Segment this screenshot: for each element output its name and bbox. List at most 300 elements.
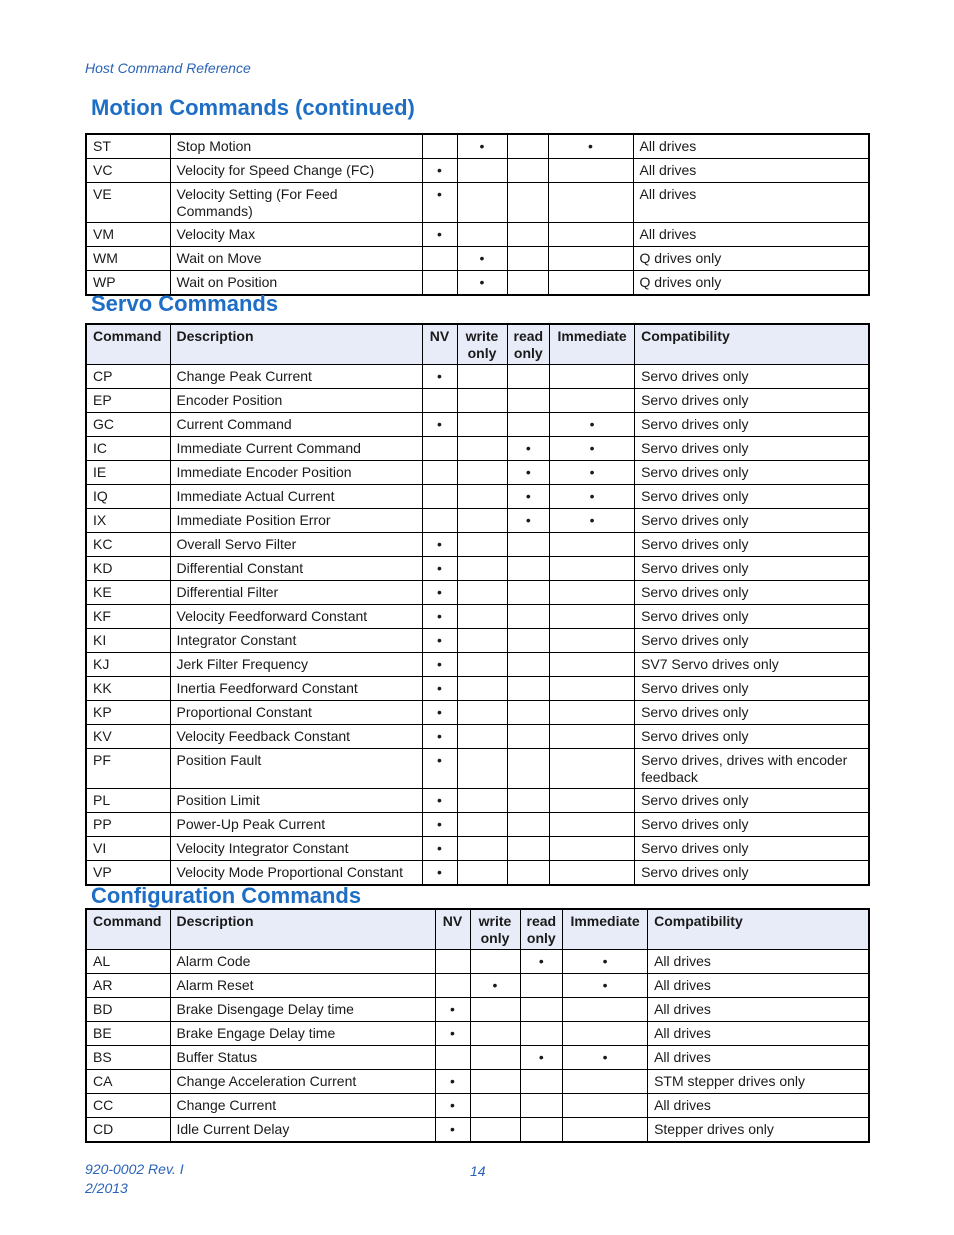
cell-read-only <box>507 677 550 701</box>
cell-immediate: • <box>550 413 635 437</box>
col-header-command: Command <box>86 324 170 365</box>
cell-immediate: • <box>550 461 635 485</box>
table-row <box>86 413 869 437</box>
cell-immediate: • <box>550 437 635 461</box>
cell-description: Current Command <box>170 413 422 437</box>
cell-write-only <box>457 365 507 389</box>
cell-immediate <box>550 749 635 789</box>
footer-doc-number: 920-0002 Rev. I <box>85 1161 184 1177</box>
table-row <box>86 837 869 861</box>
cell-immediate <box>550 605 635 629</box>
cell-read-only: • <box>507 437 550 461</box>
cell-compatibility: Servo drives only <box>635 677 869 701</box>
table-header-row <box>86 909 869 950</box>
cell-read-only <box>507 581 550 605</box>
cell-immediate: • <box>563 1046 648 1070</box>
cell-nv <box>422 271 457 296</box>
cell-write-only: • <box>470 974 520 998</box>
page-number: 14 <box>470 1163 486 1179</box>
cell-nv: • <box>422 701 457 725</box>
table-row <box>86 533 869 557</box>
cell-command: BD <box>86 998 170 1022</box>
table-row <box>86 461 869 485</box>
cell-description: Velocity Feedback Constant <box>170 725 422 749</box>
cell-write-only <box>470 1118 520 1143</box>
cell-command: VC <box>86 159 170 183</box>
servo-commands-table <box>85 323 870 886</box>
cell-immediate <box>550 389 635 413</box>
cell-read-only <box>507 557 550 581</box>
cell-description: Integrator Constant <box>170 629 422 653</box>
cell-description: Velocity Max <box>170 223 422 247</box>
col-header-read-only: read only <box>507 324 550 365</box>
cell-description: Alarm Code <box>170 950 435 974</box>
cell-description: Stop Motion <box>170 134 422 159</box>
cell-description: Velocity Feedforward Constant <box>170 605 422 629</box>
cell-write-only <box>470 998 520 1022</box>
cell-compatibility: All drives <box>648 1022 869 1046</box>
cell-write-only <box>457 485 507 509</box>
cell-write-only <box>457 389 507 413</box>
cell-read-only <box>520 998 563 1022</box>
cell-nv: • <box>422 413 457 437</box>
cell-write-only <box>457 509 507 533</box>
cell-command: BS <box>86 1046 170 1070</box>
cell-compatibility: All drives <box>648 1094 869 1118</box>
cell-immediate: • <box>563 950 648 974</box>
cell-command: IQ <box>86 485 170 509</box>
cell-description: Wait on Move <box>170 247 422 271</box>
cell-nv: • <box>435 1070 470 1094</box>
cell-write-only <box>457 629 507 653</box>
cell-description: Position Limit <box>170 789 422 813</box>
cell-read-only: • <box>507 461 550 485</box>
cell-write-only <box>470 950 520 974</box>
cell-immediate <box>550 365 635 389</box>
cell-read-only <box>507 629 550 653</box>
col-header-immediate: Immediate <box>563 909 648 950</box>
motion-commands-table <box>85 133 870 296</box>
cell-description: Brake Disengage Delay time <box>170 998 435 1022</box>
cell-immediate <box>548 159 633 183</box>
cell-read-only <box>507 389 550 413</box>
cell-write-only <box>457 677 507 701</box>
cell-command: KJ <box>86 653 170 677</box>
cell-compatibility: Servo drives only <box>635 389 869 413</box>
cell-description: Velocity Mode Proportional Constant <box>170 861 422 886</box>
cell-write-only <box>470 1046 520 1070</box>
table-row <box>86 998 869 1022</box>
cell-nv: • <box>422 557 457 581</box>
table-row <box>86 134 869 159</box>
cell-description: Change Current <box>170 1094 435 1118</box>
cell-nv <box>422 437 457 461</box>
cell-nv: • <box>422 533 457 557</box>
table-row <box>86 581 869 605</box>
cell-read-only <box>507 365 550 389</box>
cell-read-only <box>507 725 550 749</box>
cell-description: Change Peak Current <box>170 365 422 389</box>
cell-compatibility: All drives <box>633 134 869 159</box>
col-header-description: Description <box>170 909 435 950</box>
cell-compatibility: Servo drives only <box>635 365 869 389</box>
cell-write-only <box>457 605 507 629</box>
cell-read-only <box>507 183 548 223</box>
table-row <box>86 861 869 886</box>
cell-read-only <box>507 533 550 557</box>
table-row <box>86 1070 869 1094</box>
cell-compatibility: Servo drives only <box>635 725 869 749</box>
cell-immediate <box>550 653 635 677</box>
cell-read-only <box>507 413 550 437</box>
cell-description: Immediate Encoder Position <box>170 461 422 485</box>
cell-command: EP <box>86 389 170 413</box>
cell-nv: • <box>422 581 457 605</box>
table-row <box>86 1118 869 1143</box>
cell-description: Immediate Actual Current <box>170 485 422 509</box>
cell-immediate <box>548 247 633 271</box>
cell-command: VE <box>86 183 170 223</box>
cell-command: VI <box>86 837 170 861</box>
cell-write-only <box>457 557 507 581</box>
cell-command: KD <box>86 557 170 581</box>
cell-immediate <box>550 861 635 886</box>
running-header: Host Command Reference <box>85 60 251 76</box>
cell-nv: • <box>422 677 457 701</box>
cell-command: VM <box>86 223 170 247</box>
cell-command: GC <box>86 413 170 437</box>
cell-description: Brake Engage Delay time <box>170 1022 435 1046</box>
cell-immediate: • <box>548 134 633 159</box>
cell-read-only <box>520 974 563 998</box>
cell-compatibility: Servo drives only <box>635 605 869 629</box>
cell-read-only <box>507 701 550 725</box>
cell-command: CA <box>86 1070 170 1094</box>
cell-nv: • <box>422 789 457 813</box>
cell-nv: • <box>422 749 457 789</box>
col-header-command: Command <box>86 909 170 950</box>
config-section-title: Configuration Commands <box>91 883 362 908</box>
cell-compatibility: All drives <box>648 950 869 974</box>
cell-compatibility: Q drives only <box>633 247 869 271</box>
cell-command: KC <box>86 533 170 557</box>
cell-write-only <box>457 701 507 725</box>
cell-command: IE <box>86 461 170 485</box>
cell-immediate: • <box>550 485 635 509</box>
col-header-nv: NV <box>422 324 457 365</box>
configuration-commands-table <box>85 908 870 1143</box>
cell-compatibility: Servo drives only <box>635 789 869 813</box>
cell-immediate <box>550 813 635 837</box>
cell-compatibility: All drives <box>648 974 869 998</box>
cell-command: KE <box>86 581 170 605</box>
col-header-write-only: write only <box>457 324 507 365</box>
col-header-write-only: write only <box>470 909 520 950</box>
cell-description: Immediate Current Command <box>170 437 422 461</box>
cell-compatibility: Servo drives only <box>635 813 869 837</box>
cell-nv: • <box>422 365 457 389</box>
cell-command: AL <box>86 950 170 974</box>
cell-immediate <box>563 1118 648 1143</box>
cell-compatibility: All drives <box>633 223 869 247</box>
cell-write-only <box>457 437 507 461</box>
cell-compatibility: Servo drives only <box>635 509 869 533</box>
cell-description: Velocity Integrator Constant <box>170 837 422 861</box>
cell-command: KF <box>86 605 170 629</box>
cell-description: Velocity for Speed Change (FC) <box>170 159 422 183</box>
cell-description: Velocity Setting (For Feed Commands) <box>170 183 422 223</box>
cell-nv: • <box>435 1022 470 1046</box>
col-header-immediate: Immediate <box>550 324 635 365</box>
cell-description: Overall Servo Filter <box>170 533 422 557</box>
cell-command: CC <box>86 1094 170 1118</box>
cell-read-only <box>507 837 550 861</box>
cell-compatibility: Servo drives only <box>635 533 869 557</box>
table-row <box>86 365 869 389</box>
cell-command: KV <box>86 725 170 749</box>
cell-nv <box>422 485 457 509</box>
cell-write-only <box>457 461 507 485</box>
table-row <box>86 950 869 974</box>
cell-compatibility: Servo drives only <box>635 413 869 437</box>
table-row <box>86 605 869 629</box>
cell-immediate <box>550 725 635 749</box>
cell-description: Jerk Filter Frequency <box>170 653 422 677</box>
cell-description: Change Acceleration Current <box>170 1070 435 1094</box>
cell-command: KI <box>86 629 170 653</box>
cell-read-only <box>507 789 550 813</box>
footer-doc-info <box>85 1160 184 1198</box>
cell-command: WM <box>86 247 170 271</box>
table-row <box>86 557 869 581</box>
cell-compatibility: Servo drives only <box>635 861 869 886</box>
cell-read-only <box>520 1070 563 1094</box>
cell-command: IC <box>86 437 170 461</box>
cell-read-only <box>507 861 550 886</box>
table-header-row <box>86 324 869 365</box>
cell-immediate: • <box>563 974 648 998</box>
cell-compatibility: Servo drives only <box>635 557 869 581</box>
table-row <box>86 653 869 677</box>
cell-description: Immediate Position Error <box>170 509 422 533</box>
cell-immediate <box>548 271 633 296</box>
cell-nv: • <box>422 223 457 247</box>
cell-nv <box>422 509 457 533</box>
cell-read-only <box>520 1022 563 1046</box>
cell-read-only <box>520 1118 563 1143</box>
table-row <box>86 789 869 813</box>
cell-compatibility: Servo drives only <box>635 461 869 485</box>
cell-immediate <box>550 789 635 813</box>
cell-compatibility: Servo drives only <box>635 485 869 509</box>
cell-nv <box>422 461 457 485</box>
cell-nv: • <box>422 183 457 223</box>
cell-nv <box>435 1046 470 1070</box>
table-row <box>86 725 869 749</box>
cell-compatibility: All drives <box>633 183 869 223</box>
cell-read-only <box>520 1094 563 1118</box>
cell-write-only <box>457 653 507 677</box>
cell-nv <box>435 950 470 974</box>
cell-nv: • <box>435 1094 470 1118</box>
cell-description: Alarm Reset <box>170 974 435 998</box>
cell-read-only <box>507 271 548 296</box>
table-row <box>86 974 869 998</box>
col-header-compatibility: Compatibility <box>648 909 869 950</box>
cell-immediate <box>548 223 633 247</box>
cell-write-only <box>457 581 507 605</box>
cell-nv: • <box>422 837 457 861</box>
cell-command: PP <box>86 813 170 837</box>
col-header-description: Description <box>170 324 422 365</box>
table-row <box>86 509 869 533</box>
cell-nv: • <box>422 159 457 183</box>
cell-nv: • <box>422 861 457 886</box>
cell-compatibility: SV7 Servo drives only <box>635 653 869 677</box>
table-row <box>86 1094 869 1118</box>
cell-write-only <box>457 159 507 183</box>
cell-write-only <box>457 837 507 861</box>
motion-section-title: Motion Commands (continued) <box>91 95 415 120</box>
cell-compatibility: Servo drives, drives with encoder feedback <box>635 749 869 789</box>
cell-write-only <box>457 725 507 749</box>
cell-command: VP <box>86 861 170 886</box>
cell-immediate <box>563 1070 648 1094</box>
cell-compatibility: Servo drives only <box>635 701 869 725</box>
cell-immediate <box>550 581 635 605</box>
cell-immediate <box>563 998 648 1022</box>
table-row <box>86 437 869 461</box>
cell-nv <box>422 247 457 271</box>
cell-description: Inertia Feedforward Constant <box>170 677 422 701</box>
cell-write-only <box>457 413 507 437</box>
table-row <box>86 247 869 271</box>
cell-nv: • <box>422 725 457 749</box>
cell-read-only: • <box>520 1046 563 1070</box>
cell-command: WP <box>86 271 170 296</box>
cell-nv: • <box>422 605 457 629</box>
cell-read-only <box>507 813 550 837</box>
cell-immediate <box>550 629 635 653</box>
cell-read-only <box>507 247 548 271</box>
cell-write-only <box>457 789 507 813</box>
col-header-read-only: read only <box>520 909 563 950</box>
cell-compatibility: Q drives only <box>633 271 869 296</box>
table-row <box>86 1022 869 1046</box>
cell-read-only <box>507 223 548 247</box>
cell-nv: • <box>435 1118 470 1143</box>
cell-immediate <box>550 533 635 557</box>
table-row <box>86 629 869 653</box>
cell-command: CD <box>86 1118 170 1143</box>
cell-command: PF <box>86 749 170 789</box>
cell-description: Power-Up Peak Current <box>170 813 422 837</box>
cell-write-only <box>457 223 507 247</box>
cell-compatibility: Servo drives only <box>635 581 869 605</box>
cell-immediate <box>563 1022 648 1046</box>
cell-immediate <box>563 1094 648 1118</box>
cell-description: Proportional Constant <box>170 701 422 725</box>
table-row <box>86 677 869 701</box>
cell-nv: • <box>435 998 470 1022</box>
cell-command: AR <box>86 974 170 998</box>
col-header-nv: NV <box>435 909 470 950</box>
cell-write-only <box>457 183 507 223</box>
cell-immediate <box>550 837 635 861</box>
cell-immediate <box>550 557 635 581</box>
cell-command: KK <box>86 677 170 701</box>
cell-read-only: • <box>520 950 563 974</box>
cell-immediate <box>550 677 635 701</box>
cell-command: CP <box>86 365 170 389</box>
cell-compatibility: Servo drives only <box>635 837 869 861</box>
table-row <box>86 223 869 247</box>
cell-read-only <box>507 159 548 183</box>
cell-read-only <box>507 134 548 159</box>
cell-write-only <box>470 1022 520 1046</box>
cell-write-only <box>457 749 507 789</box>
cell-write-only <box>457 533 507 557</box>
cell-nv: • <box>422 629 457 653</box>
cell-write-only: • <box>457 271 507 296</box>
table-row <box>86 749 869 789</box>
cell-nv: • <box>422 813 457 837</box>
cell-immediate <box>550 701 635 725</box>
cell-description: Differential Constant <box>170 557 422 581</box>
cell-nv: • <box>422 653 457 677</box>
cell-write-only: • <box>457 134 507 159</box>
cell-nv <box>422 134 457 159</box>
cell-read-only: • <box>507 485 550 509</box>
cell-nv <box>422 389 457 413</box>
servo-section-title: Servo Commands <box>91 291 279 316</box>
cell-compatibility: All drives <box>648 998 869 1022</box>
cell-read-only <box>507 749 550 789</box>
cell-write-only <box>457 861 507 886</box>
cell-description: Encoder Position <box>170 389 422 413</box>
cell-command: KP <box>86 701 170 725</box>
cell-command: PL <box>86 789 170 813</box>
cell-description: Position Fault <box>170 749 422 789</box>
cell-nv <box>435 974 470 998</box>
table-row <box>86 485 869 509</box>
table-row <box>86 1046 869 1070</box>
cell-compatibility: Servo drives only <box>635 437 869 461</box>
table-row <box>86 183 869 223</box>
cell-compatibility: STM stepper drives only <box>648 1070 869 1094</box>
table-row <box>86 813 869 837</box>
cell-write-only <box>470 1094 520 1118</box>
cell-write-only <box>470 1070 520 1094</box>
cell-compatibility: Stepper drives only <box>648 1118 869 1143</box>
cell-read-only <box>507 653 550 677</box>
table-row <box>86 159 869 183</box>
cell-description: Idle Current Delay <box>170 1118 435 1143</box>
footer-date: 2/2013 <box>85 1180 128 1196</box>
cell-description: Wait on Position <box>170 271 422 296</box>
table-row <box>86 701 869 725</box>
cell-compatibility: Servo drives only <box>635 629 869 653</box>
cell-write-only: • <box>457 247 507 271</box>
cell-compatibility: All drives <box>633 159 869 183</box>
cell-compatibility: All drives <box>648 1046 869 1070</box>
cell-immediate: • <box>550 509 635 533</box>
cell-command: ST <box>86 134 170 159</box>
cell-immediate <box>548 183 633 223</box>
cell-command: BE <box>86 1022 170 1046</box>
col-header-compatibility: Compatibility <box>635 324 869 365</box>
cell-command: IX <box>86 509 170 533</box>
